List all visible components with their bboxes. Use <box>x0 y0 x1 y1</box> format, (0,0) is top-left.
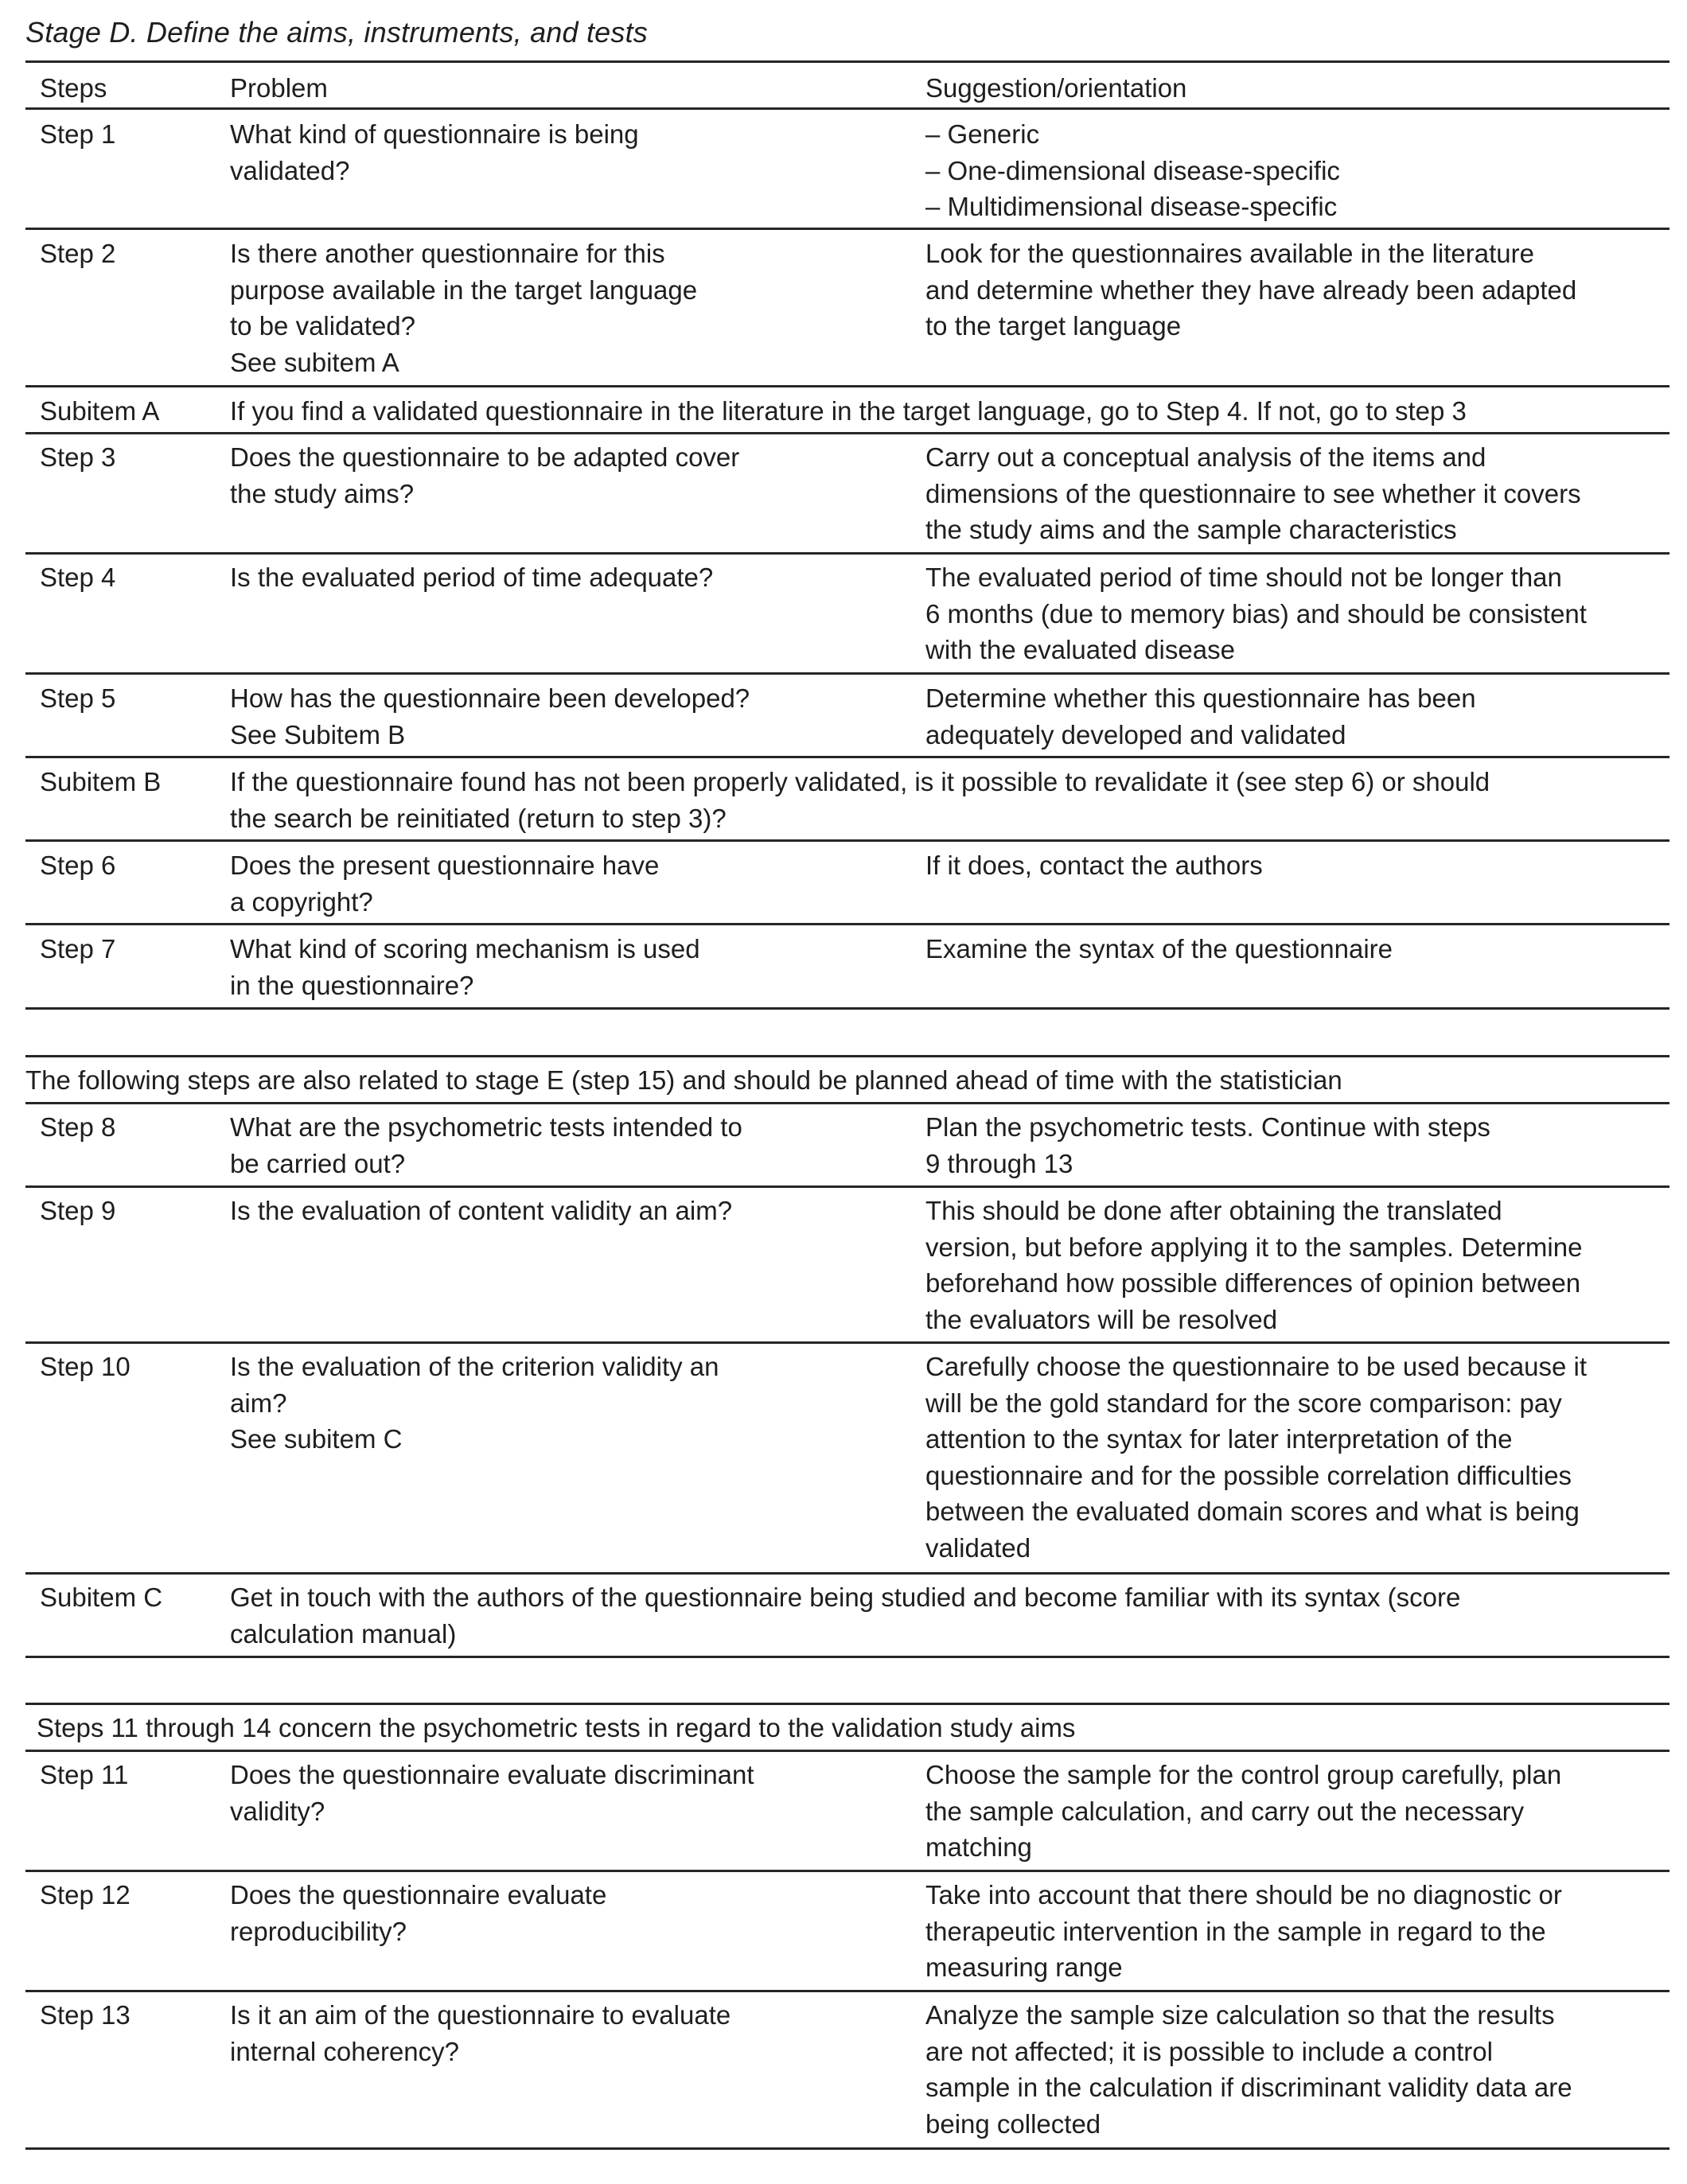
problem-text <box>230 847 659 920</box>
step-label: Step 10 <box>40 1352 131 1381</box>
suggestion-line: with the evaluated disease <box>925 635 1235 664</box>
suggestion-line: Plan the psychometric tests. Continue with steps <box>925 1112 1490 1142</box>
suggestion-line: are not affected; it is possible to include a control <box>925 2036 1493 2066</box>
problem-text <box>230 1349 719 1458</box>
problem-line: Is the evaluated period of time adequate? <box>230 563 714 592</box>
suggestion-line: Choose the sample for the control group carefully, plan <box>925 1760 1562 1789</box>
subitem-line: Get in touch with the authors of the questionnaire being studied and become familiar with its syntax (score <box>230 1583 1461 1612</box>
suggestion-line: Carry out a conceptual analysis of the items and <box>925 442 1486 472</box>
suggestion-line: – Multidimensional disease-specific <box>925 192 1338 221</box>
step-label: Step 13 <box>40 2000 131 2030</box>
row-divider <box>25 1572 1669 1575</box>
row-divider <box>25 1870 1669 1872</box>
problem-line: reproducibility? <box>230 1916 407 1946</box>
step-label: Step 4 <box>40 563 116 592</box>
suggestion-text <box>925 559 1587 668</box>
suggestion-line: to the target language <box>925 311 1182 341</box>
problem-text <box>230 1193 732 1229</box>
row-divider <box>25 923 1669 925</box>
suggestion-line: dimensions of the questionnaire to see whether it covers <box>925 478 1581 508</box>
problem-line: Does the questionnaire evaluate discriminant <box>230 1760 754 1789</box>
row-divider <box>25 385 1669 387</box>
suggestion-text <box>925 931 1393 967</box>
row-divider <box>25 672 1669 675</box>
problem-line: What kind of scoring mechanism is used <box>230 934 700 964</box>
row-divider <box>25 1656 1669 1658</box>
problem-line: Is the evaluation of content validity an aim? <box>230 1196 733 1225</box>
problem-line: What are the psychometric tests intended to <box>230 1112 742 1142</box>
suggestion-line: sample in the calculation if discriminant validity data are <box>925 2073 1572 2102</box>
subitem-line: If the questionnaire found has not been properly validated, is it possible to revalidate it (see step 6) or should <box>230 767 1490 796</box>
suggestion-text <box>925 1997 1572 2142</box>
row-divider <box>25 1007 1669 1010</box>
rule-header <box>25 107 1669 110</box>
row-divider <box>25 1750 1669 1752</box>
suggestion-line: – One-dimensional disease-specific <box>925 155 1340 185</box>
problem-line: aim? <box>230 1388 287 1418</box>
step-label: Subitem A <box>40 396 160 426</box>
problem-line: Is the evaluation of the criterion validity an <box>230 1352 719 1381</box>
row-divider <box>25 432 1669 434</box>
suggestion-line: the study aims and the sample characteristics <box>925 515 1457 544</box>
problem-line: purpose available in the target language <box>230 274 698 305</box>
suggestion-line: Take into account that there should be no diagnostic or <box>925 1880 1562 1910</box>
section-3-rule-top <box>25 1703 1669 1705</box>
step-label: Step 7 <box>40 934 116 964</box>
suggestion-text <box>925 680 1476 753</box>
suggestion-text <box>925 1193 1582 1337</box>
step-label: Subitem B <box>40 767 162 796</box>
suggestion-text <box>925 116 1340 225</box>
problem-line: Is there another questionnaire for this <box>230 239 665 268</box>
suggestion-text <box>925 1349 1587 1566</box>
problem-line: a copyright? <box>230 886 373 917</box>
suggestion-line: the evaluators will be resolved <box>925 1304 1278 1334</box>
header-problem: Problem <box>230 73 328 103</box>
subitem-line: calculation manual) <box>230 1618 457 1649</box>
problem-line: What kind of questionnaire is being <box>230 119 639 149</box>
section-2-note: The following steps are also related to stage E (step 15) and should be planned ahead of time with the statistician <box>25 1065 1342 1095</box>
step-label: Step 5 <box>40 683 116 713</box>
suggestion-line: 9 through 13 <box>925 1148 1073 1178</box>
step-label: Step 6 <box>40 851 116 880</box>
step-label: Step 3 <box>40 442 116 472</box>
suggestion-line: validated <box>925 1532 1031 1563</box>
problem-line: to be validated? <box>230 311 416 341</box>
problem-text <box>230 559 713 596</box>
suggestion-line: matching <box>925 1832 1032 1862</box>
subitem-line: the search be reinitiated (return to step 3)? <box>230 803 727 833</box>
suggestion-line: The evaluated period of time should not be longer than <box>925 563 1562 592</box>
problem-line: internal coherency? <box>230 2036 460 2066</box>
problem-text <box>230 1109 742 1182</box>
problem-line: Does the present questionnaire have <box>230 851 660 880</box>
rule-bottom <box>25 2147 1669 2150</box>
problem-line: Is it an aim of the questionnaire to evaluate <box>230 2000 731 2030</box>
suggestion-line: therapeutic intervention in the sample in regard to the <box>925 1916 1546 1946</box>
problem-line: See Subitem B <box>230 719 406 749</box>
problem-line: be carried out? <box>230 1148 406 1178</box>
suggestion-line: attention to the syntax for later interpretation of the <box>925 1424 1513 1454</box>
row-divider <box>25 1102 1669 1104</box>
suggestion-text <box>925 1757 1561 1866</box>
suggestion-line: 6 months (due to memory bias) and should be consistent <box>925 598 1587 629</box>
problem-line: Does the questionnaire to be adapted cover <box>230 442 740 472</box>
suggestion-line: – Generic <box>925 119 1040 149</box>
problem-text <box>230 236 697 380</box>
suggestion-line: beforehand how possible differences of opinion between <box>925 1268 1581 1298</box>
suggestion-text <box>925 847 1263 884</box>
problem-text <box>230 931 700 1003</box>
problem-text <box>230 1997 731 2069</box>
suggestion-text <box>925 1877 1562 1986</box>
problem-line: See subitem C <box>230 1424 403 1454</box>
row-divider <box>25 228 1669 230</box>
header-suggestion: Suggestion/orientation <box>925 73 1187 103</box>
suggestion-line: between the evaluated domain scores and what is being <box>925 1497 1580 1526</box>
suggestion-text <box>925 236 1576 345</box>
row-divider <box>25 839 1669 842</box>
subitem-text <box>230 764 1490 836</box>
suggestion-line: This should be done after obtaining the translated <box>925 1196 1502 1225</box>
suggestion-line: Look for the questionnaires available in the literature <box>925 239 1534 268</box>
table-title: Stage D. Define the aims, instruments, and tests <box>25 16 648 49</box>
problem-line: validity? <box>230 1796 325 1826</box>
step-label: Step 12 <box>40 1880 131 1910</box>
row-divider <box>25 1341 1669 1344</box>
suggestion-text <box>925 1109 1490 1182</box>
suggestion-line: measuring range <box>925 1952 1123 1982</box>
problem-text <box>230 1757 754 1829</box>
suggestion-line: Determine whether this questionnaire has been <box>925 683 1476 713</box>
suggestion-line: adequately developed and validated <box>925 719 1346 749</box>
subitem-line: If you find a validated questionnaire in the literature in the target language, go to Step 4. If not, go to step 3 <box>230 396 1467 426</box>
problem-line: in the questionnaire? <box>230 970 474 1000</box>
subitem-text <box>230 1579 1460 1652</box>
suggestion-line: Carefully choose the questionnaire to be used because it <box>925 1352 1588 1381</box>
suggestion-line: Analyze the sample size calculation so that the results <box>925 2000 1555 2030</box>
problem-line: validated? <box>230 155 350 185</box>
problem-text <box>230 1877 606 1949</box>
problem-line: Does the questionnaire evaluate <box>230 1880 607 1910</box>
step-label: Step 2 <box>40 239 116 268</box>
row-divider <box>25 552 1669 555</box>
suggestion-line: questionnaire and for the possible correlation difficulties <box>925 1460 1572 1490</box>
problem-line: How has the questionnaire been developed? <box>230 683 750 713</box>
section-3-note: Steps 11 through 14 concern the psychometric tests in regard to the validation study aims <box>37 1713 1076 1742</box>
suggestion-text <box>925 439 1581 548</box>
row-divider <box>25 1185 1669 1188</box>
step-label: Step 11 <box>40 1760 129 1789</box>
problem-text <box>230 116 639 189</box>
suggestion-line: being collected <box>925 2108 1101 2139</box>
row-divider <box>25 1990 1669 1992</box>
suggestion-line: will be the gold standard for the score comparison: pay <box>925 1388 1562 1418</box>
problem-text <box>230 439 739 512</box>
step-label: Subitem C <box>40 1583 163 1612</box>
suggestion-line: Examine the syntax of the questionnaire <box>925 934 1393 964</box>
suggestion-line: and determine whether they have already been adapted <box>925 274 1577 305</box>
rule-top <box>25 60 1669 63</box>
subitem-text <box>230 393 1467 430</box>
step-label: Step 1 <box>40 119 116 149</box>
suggestion-line: version, but before applying it to the samples. Determine <box>925 1232 1583 1262</box>
step-label: Step 8 <box>40 1112 116 1142</box>
suggestion-line: the sample calculation, and carry out the necessary <box>925 1796 1525 1826</box>
section-2-rule-top <box>25 1055 1669 1057</box>
row-divider <box>25 756 1669 758</box>
suggestion-line: If it does, contact the authors <box>925 851 1263 880</box>
problem-line: the study aims? <box>230 478 415 508</box>
problem-text <box>230 680 750 753</box>
header-steps: Steps <box>40 73 107 103</box>
step-label: Step 9 <box>40 1196 116 1225</box>
problem-line: See subitem A <box>230 347 399 377</box>
